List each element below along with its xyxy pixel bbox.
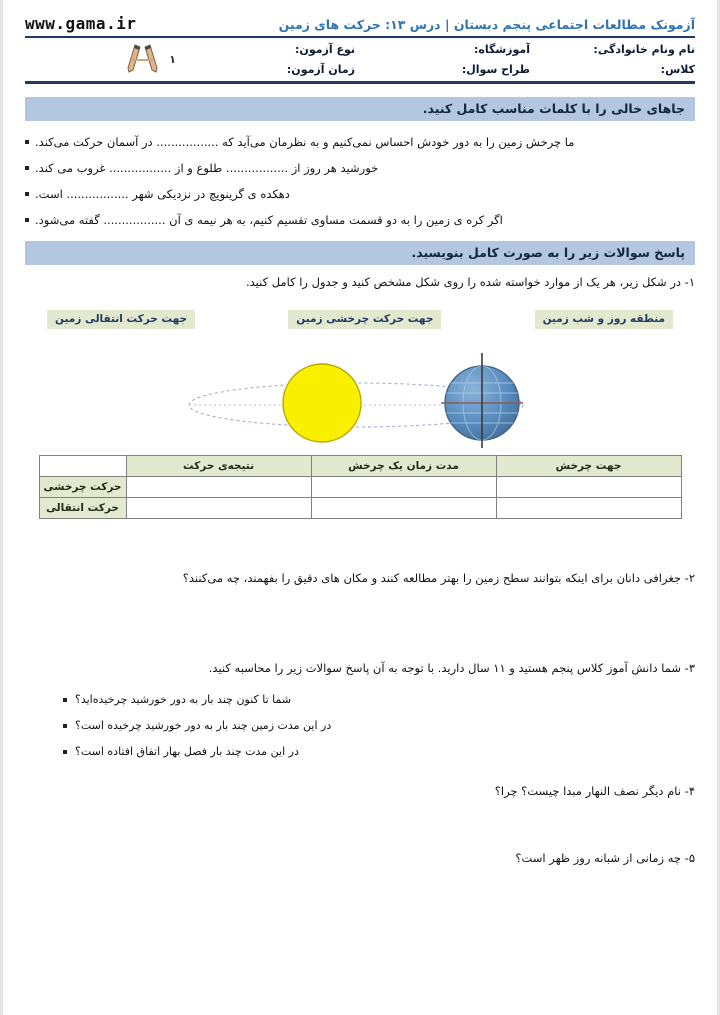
column-header-rotation-direction: جهت چرخش (496, 456, 681, 477)
exam-type-label: نوع آزمون: (295, 42, 355, 56)
sun-shape (283, 364, 361, 442)
answer-cell[interactable] (496, 498, 681, 519)
page-title: آزمونک مطالعات اجتماعی پنجم دبستان | درس ۱۳: حرکت های زمین (278, 17, 695, 32)
sun-earth-diagram (25, 347, 695, 449)
blank-item-text: دهکده ی گرینویچ در نزدیکی شهر ................. است. (35, 187, 290, 201)
bullet-icon (63, 724, 67, 728)
bullet-icon (25, 218, 29, 222)
list-item (63, 719, 695, 732)
school-label: آموزشگاه: (473, 42, 530, 56)
column-header-rotation-duration: مدت زمان یک چرخش (311, 456, 496, 477)
table-row (39, 477, 681, 498)
answer-cell[interactable] (311, 498, 496, 519)
bullet-icon (25, 166, 29, 170)
diagram-svg (160, 347, 560, 449)
class-label: کلاس: (660, 62, 695, 76)
identity-table (25, 38, 695, 84)
student-name-label: نام ونام خانوادگی: (593, 42, 695, 56)
chip-revolution-direction[interactable]: جهت حرکت انتقالی زمین (47, 310, 195, 329)
bullet-icon (63, 698, 67, 702)
question-3-sublist (25, 693, 695, 758)
table-row (39, 498, 681, 519)
question-5: ۵- چه زمانی از شبانه روز ظهر است؟ (515, 851, 695, 865)
section-heading-answer-fully: پاسخ سوالات زیر را به صورت کامل بنویسید. (25, 241, 695, 265)
page-number: ۱ (169, 52, 176, 66)
bullet-icon (63, 750, 67, 754)
list-item (63, 745, 695, 758)
row-label-revolution-movement: حرکت انتقالی (39, 498, 126, 519)
masthead (25, 14, 695, 38)
sub-question-text: در این مدت چند بار فصل بهار اتفاق افتاده است؟ (75, 745, 299, 758)
question-3: ۳- شما دانش آموز کلاس پنجم هستید و ۱۱ سال دارید. با توجه به آن پاسخ سوالات زیر را محاسبه کنید. (208, 661, 695, 675)
author-label: طراح سوال: (461, 62, 530, 76)
question-2: ۲- جغرافی دانان برای اینکه بتوانند سطح زمین را بهتر مطالعه کنند و مکان های دقیق را بفهمند، چه می‌کنند؟ (182, 571, 695, 585)
list-item (25, 187, 695, 201)
column-header-rotation-result: نتیجه‌ی حرکت (126, 456, 311, 477)
movement-table (39, 455, 682, 519)
table-header-row (39, 456, 681, 477)
row-label-rotational-movement: حرکت چرخشی (39, 477, 126, 498)
list-item (25, 135, 695, 149)
table-corner-empty (39, 456, 126, 477)
identity-column-exam (180, 42, 355, 76)
answer-cell[interactable] (126, 498, 311, 519)
chip-day-night-zone[interactable]: منطقه روز و شب زمین (535, 310, 673, 329)
list-item (25, 161, 695, 175)
identity-column-logo (25, 42, 180, 76)
blank-item-text: خورشید هر روز از ................. طلوع و از ................. غروب می کند. (35, 161, 379, 175)
site-url[interactable]: www.gama.ir (25, 14, 137, 33)
movement-table-wrap (25, 455, 695, 519)
exam-time-label: زمان آزمون: (286, 62, 355, 76)
chip-rotation-direction[interactable]: جهت حرکت چرخشی زمین (288, 310, 441, 329)
list-item (63, 693, 695, 706)
answer-cell[interactable] (496, 477, 681, 498)
identity-column-school (355, 42, 530, 76)
blank-item-text: ما چرخش زمین را به دور خودش احساس نمی‌کنیم و به نظرمان می‌آید که ................. در آسمان حرکت می‌کند. (35, 135, 575, 149)
diagram-label-chips (25, 310, 695, 329)
identity-column-student (530, 42, 695, 76)
list-item (25, 213, 695, 227)
bullet-icon (25, 140, 29, 144)
question-1: ۱- در شکل زیر، هر یک از موارد خواسته شده را روی شکل مشخص کنید و جدول را کامل کنید. (245, 275, 695, 289)
answer-cell[interactable] (311, 477, 496, 498)
answer-cell[interactable] (126, 477, 311, 498)
question-4: ۴- نام دیگر نصف النهار مبدا چیست؟ چرا؟ (494, 784, 695, 798)
section-heading-fill-blanks: جاهای خالی را با کلمات مناسب کامل کنید. (25, 97, 695, 121)
bullet-icon (25, 192, 29, 196)
blank-item-text: اگر کره ی زمین را به دو قسمت مساوی تقسیم کنیم، به هر نیمه ی آن ................. گفته می‌شود. (35, 213, 503, 227)
sub-question-text: در این مدت زمین چند بار به دور خورشید چرخیده است؟ (75, 719, 332, 732)
worksheet-sheet (3, 0, 717, 1015)
fill-blank-list (25, 135, 695, 227)
sub-question-text: شما تا کنون چند بار به دور خورشید چرخیده‌اید؟ (75, 693, 292, 706)
pencils-icon (123, 42, 163, 76)
